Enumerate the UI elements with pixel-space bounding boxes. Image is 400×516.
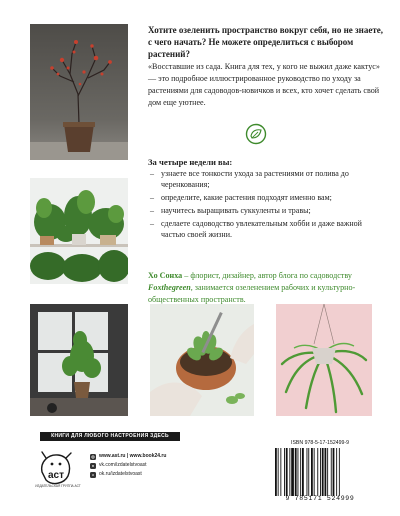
barcode-bar: [322, 448, 324, 496]
photo-plant-shelf: [30, 178, 128, 284]
barcode-bar: [302, 448, 304, 496]
list-item: – сделаете садоводство увлекательным хобби и даже важной частью своей жизни.: [148, 218, 384, 240]
vk-icon: в: [91, 462, 95, 468]
barcode-bar: [317, 448, 318, 496]
vk-link-text: vk.com/izdatelstvoast: [99, 462, 147, 468]
author-text-b: , занимается озеленением рабочих и культурно-общественных пространств.: [148, 283, 356, 304]
photo-repotting-succulent: [150, 304, 254, 416]
photo-windowsill-plant: [30, 304, 128, 416]
photo-tree-in-pot: [30, 24, 128, 160]
slogan-band: КНИГИ ДЛЯ ЛЮБОГО НАСТРОЕНИЯ ЗДЕСЬ: [40, 432, 180, 441]
author-bio: [148, 270, 384, 306]
barcode-bar: [307, 448, 308, 496]
leaf-emblem-icon: [245, 123, 267, 145]
barcode-bar: [289, 448, 290, 496]
author-name: Хо Сонха: [148, 271, 183, 280]
ok-icon: о: [91, 471, 95, 477]
intro-block: [148, 24, 384, 109]
barcode-bar: [308, 448, 309, 496]
ok-link-text: ok.ru/izdatelstvoast: [99, 471, 142, 477]
intro-question: Хотите озеленить пространство вокруг себя, но не знаете, с чего начать? Не можете определиться с выбором растений?: [148, 25, 383, 59]
ast-logo-icon: [38, 450, 74, 488]
barcode-bar: [291, 448, 294, 496]
list-item: – определите, какие растения подходят именно вам;: [148, 192, 384, 203]
svg-text:аст: аст: [47, 470, 65, 481]
weeks-list: [148, 168, 384, 242]
website-link[interactable]: [90, 452, 166, 461]
author-blog-name: Foxthegreen: [148, 283, 191, 292]
ok-link[interactable]: [90, 470, 166, 479]
barcode-bar: [339, 448, 340, 496]
barcode-bar: [336, 448, 337, 496]
barcode-bar: [314, 448, 315, 496]
barcode-bar: [333, 448, 335, 496]
list-item: – научитесь выращивать суккуленты и травы;: [148, 205, 384, 216]
barcode-bar: [280, 448, 281, 496]
barcode-digits: 9 785171 524999: [285, 495, 355, 502]
barcode-bar: [327, 448, 328, 496]
barcode-bar: [320, 448, 321, 496]
globe-icon: ◎: [91, 453, 95, 459]
website-link-text: www.ast.ru | www.book24.ru: [99, 453, 167, 459]
barcode-bar: [295, 448, 297, 496]
barcode-bar: [311, 448, 313, 496]
list-item: – узнаете все тонкости ухода за растениями от полива до черенкования;: [148, 168, 384, 190]
publisher-links: [90, 452, 166, 479]
isbn-label: ISBN 978-5-17-152499-9: [291, 440, 349, 446]
barcode-bar: [325, 448, 327, 496]
photo-hanging-fern: [276, 304, 372, 416]
barcode-graphic: [273, 448, 367, 496]
intro-description: «Восставшие из сада. Книга для тех, у кого не выжил даже кактус» — это подробное иллюстрированное руководство по уходу за растениями для садоводов-новичков и всех, кто хочет сделать свой дом еще уютнее.: [148, 62, 380, 107]
barcode-bar: [275, 448, 277, 496]
barcode-bar: [286, 448, 288, 496]
vk-link[interactable]: [90, 461, 166, 470]
barcode-bar: [298, 448, 299, 496]
author-text-a: – флорист, дизайнер, автор блога по садоводству: [182, 271, 352, 280]
barcode-bar: [300, 448, 301, 496]
barcode-bar: [284, 448, 285, 496]
barcode-block: [270, 440, 370, 506]
publisher-caption: ИЗДАТЕЛЬСКАЯ ГРУППА АСТ: [35, 484, 81, 488]
barcode-bar: [278, 448, 279, 496]
weeks-heading: За четыре недели вы:: [148, 157, 233, 167]
barcode-bar: [331, 448, 332, 496]
